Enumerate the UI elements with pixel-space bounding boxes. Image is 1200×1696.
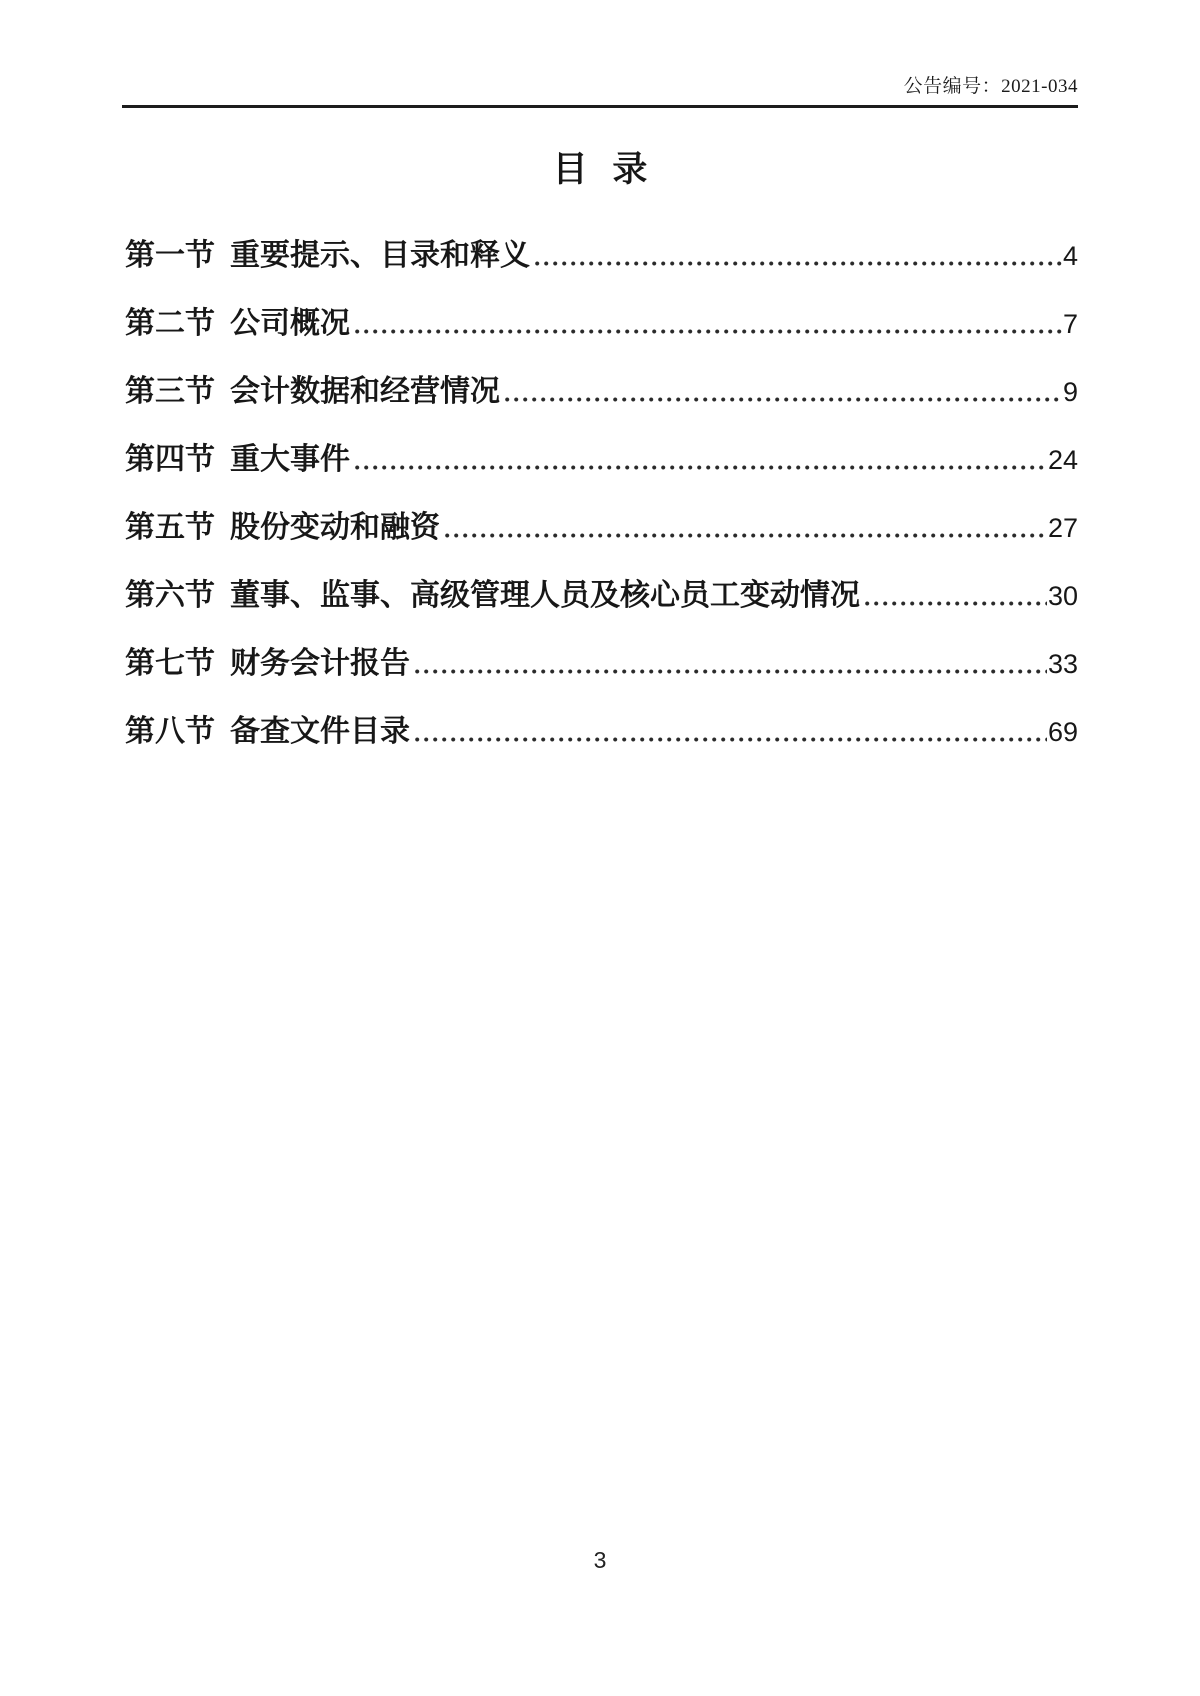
toc-entry[interactable] xyxy=(125,308,1078,339)
toc-page-number: 24 xyxy=(1047,445,1078,475)
toc-page-number: 9 xyxy=(1062,377,1078,407)
toc-entry[interactable] xyxy=(125,444,1078,475)
toc-entry[interactable] xyxy=(125,648,1078,679)
toc-page-number: 33 xyxy=(1047,649,1078,679)
toc-entry-title: 公司概况 xyxy=(230,307,350,340)
toc-section-label: 第八节 xyxy=(125,715,215,748)
toc-entry-title: 董事、监事、高级管理人员及核心员工变动情况 xyxy=(230,579,860,612)
toc-section-label: 第七节 xyxy=(125,647,215,680)
dot-leader-icon xyxy=(355,465,1047,470)
toc-page-number: 30 xyxy=(1047,581,1078,611)
toc-entry[interactable] xyxy=(125,240,1078,271)
toc-section-label: 第三节 xyxy=(125,375,215,408)
dot-leader-icon xyxy=(415,669,1047,674)
announcement-number: 公告编号：2021-034 xyxy=(903,76,1078,97)
toc-entry-title: 财务会计报告 xyxy=(230,647,410,680)
page-title: 目 录 xyxy=(552,150,648,189)
toc-section-label: 第六节 xyxy=(125,579,215,612)
table-of-contents xyxy=(125,240,1078,784)
dot-leader-icon xyxy=(535,261,1062,266)
toc-section-label: 第一节 xyxy=(125,239,215,272)
toc-entry[interactable] xyxy=(125,716,1078,747)
dot-leader-icon xyxy=(355,329,1062,334)
toc-page-number: 27 xyxy=(1047,513,1078,543)
toc-entry[interactable] xyxy=(125,580,1078,611)
toc-page-number: 69 xyxy=(1047,717,1078,747)
dot-leader-icon xyxy=(865,601,1047,606)
toc-section-label: 第二节 xyxy=(125,307,215,340)
toc-entry[interactable] xyxy=(125,512,1078,543)
dot-leader-icon xyxy=(415,737,1047,742)
dot-leader-icon xyxy=(445,533,1047,538)
toc-entry-title: 股份变动和融资 xyxy=(230,511,440,544)
dot-leader-icon xyxy=(505,397,1062,402)
toc-page-number: 7 xyxy=(1062,309,1078,339)
toc-entry-title: 会计数据和经营情况 xyxy=(230,375,500,408)
header-rule xyxy=(122,105,1078,108)
toc-entry-title: 重要提示、目录和释义 xyxy=(230,239,530,272)
toc-section-label: 第四节 xyxy=(125,443,215,476)
toc-entry[interactable] xyxy=(125,376,1078,407)
footer-page-number: 3 xyxy=(593,1547,607,1573)
toc-page-number: 4 xyxy=(1062,241,1078,271)
toc-entry-title: 重大事件 xyxy=(230,443,350,476)
toc-entry-title: 备查文件目录 xyxy=(230,715,410,748)
toc-section-label: 第五节 xyxy=(125,511,215,544)
